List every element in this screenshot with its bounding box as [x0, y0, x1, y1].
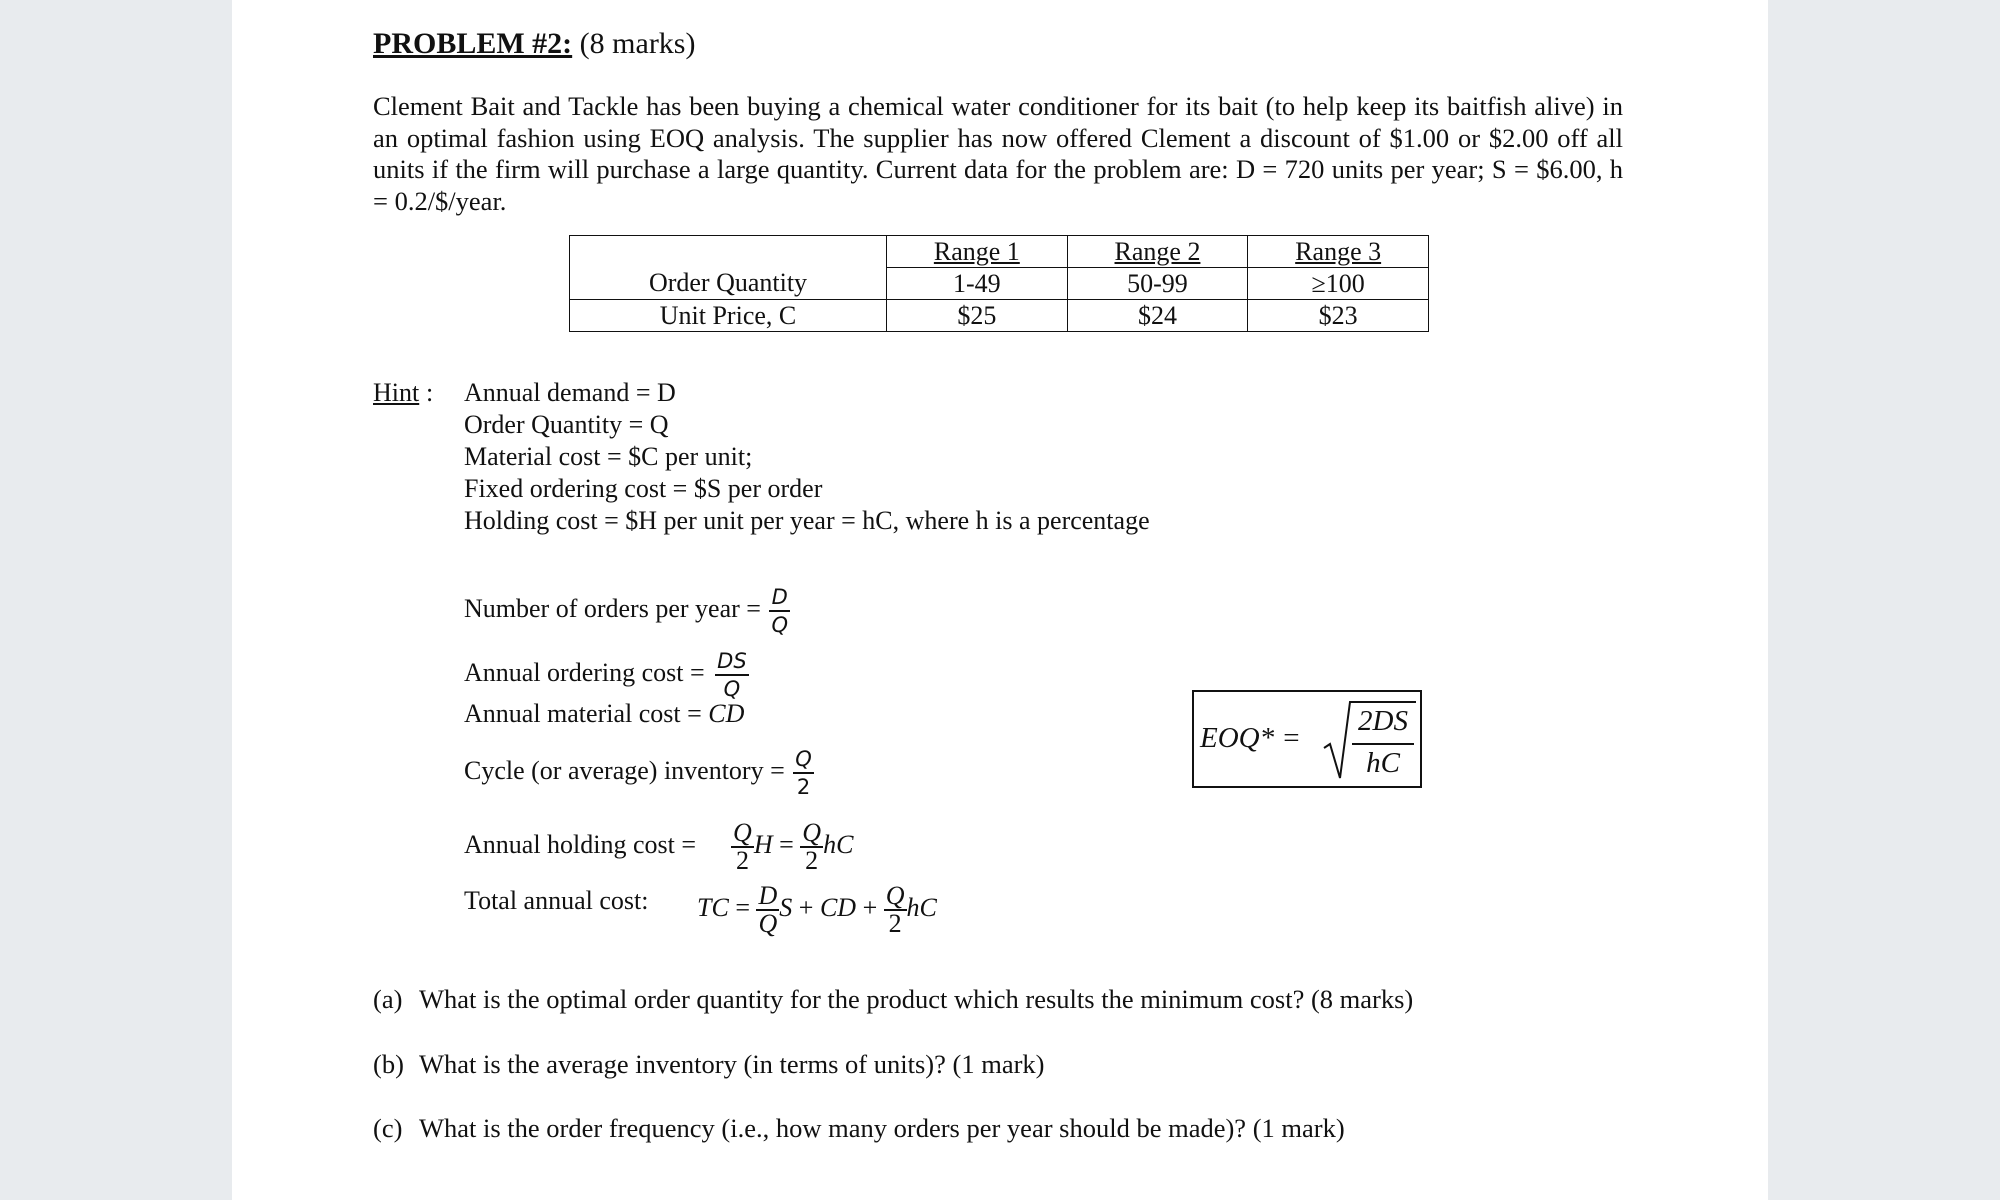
table-cell: ≥100: [1248, 268, 1429, 300]
hint-line: Material cost = $C per unit;: [464, 442, 753, 471]
total-plus-1: +: [798, 892, 814, 922]
fraction-numerator: Q: [733, 818, 752, 847]
question-label: (b): [373, 1049, 404, 1079]
holding-cost-label: Annual holding cost =: [464, 829, 697, 859]
total-equals: =: [735, 892, 750, 922]
ordering-cost-formula: [464, 648, 749, 702]
fraction-denominator: 2: [888, 909, 902, 938]
total-fraction-1: [756, 883, 779, 937]
fraction-numerator: D: [758, 881, 778, 910]
cycle-inventory-label: Cycle (or average) inventory =: [464, 755, 785, 785]
question-b: [373, 1049, 1044, 1079]
hint-colon: :: [426, 378, 434, 407]
material-cost-label: Annual material cost =: [464, 699, 709, 728]
material-cost-expr: CD: [708, 699, 745, 728]
orders-per-year-label: Number of orders per year =: [464, 593, 761, 623]
problem-title: [373, 26, 695, 62]
table-row: [570, 300, 1429, 332]
holding-equals: =: [779, 829, 794, 859]
fraction-numerator: Q: [793, 746, 814, 774]
table-cell: $24: [1067, 300, 1248, 332]
fraction-denominator: Q: [723, 677, 741, 701]
table-row: [570, 268, 1429, 300]
cycle-inventory-formula: [464, 746, 814, 800]
total-fraction-2: [884, 883, 907, 937]
fraction-denominator: Q: [758, 909, 778, 938]
question-label: (a): [373, 984, 403, 1014]
question-text: What is the order frequency (i.e., how many orders per year should be made)? (1 mark): [419, 1113, 1345, 1143]
holding-cost-formula: [464, 820, 853, 874]
table-cell: $25: [887, 300, 1068, 332]
eoq-numerator: 2DS: [1358, 705, 1408, 737]
ordering-cost-label: Annual ordering cost =: [464, 657, 705, 687]
hint-line: Fixed ordering cost = $S per order: [464, 474, 823, 503]
fraction-numerator: DS: [715, 648, 749, 676]
fraction-numerator: D: [769, 584, 790, 612]
table-header-row: [570, 236, 1429, 268]
total-plus-2: +: [862, 892, 878, 922]
total-hC: hC: [906, 892, 937, 922]
range-2-header: Range 2: [1067, 236, 1248, 268]
hint-label: Hint: [373, 378, 420, 407]
total-CD: CD: [819, 892, 857, 922]
question-label: (c): [373, 1113, 403, 1143]
range-1-header: Range 1: [887, 236, 1068, 268]
holding-H: H: [753, 829, 773, 859]
table-cell: 1-49: [887, 268, 1068, 300]
table-cell: 50-99: [1067, 268, 1248, 300]
unit-price-label: Unit Price, C: [570, 300, 887, 332]
fraction-denominator: 2: [805, 846, 819, 875]
fraction-numerator: Q: [885, 881, 905, 910]
fraction-numerator: Q: [802, 818, 822, 847]
order-quantity-label: Order Quantity: [570, 268, 887, 300]
question-a: [373, 984, 1413, 1014]
hint-line: Annual demand = D: [464, 378, 676, 407]
eoq-formula-box: [1192, 690, 1422, 788]
holding-hC: hC: [823, 829, 854, 859]
question-text: What is the optimal order quantity for the product which results the minimum cost? (8 marks): [419, 984, 1414, 1014]
range-3-header: Range 3: [1248, 236, 1429, 268]
fraction-denominator: 2: [735, 846, 749, 875]
hint-line: Holding cost = $H per unit per year = hC, where h is a percentage: [464, 506, 1150, 535]
total-S: S: [779, 892, 793, 922]
cycle-fraction: [793, 746, 814, 800]
price-break-table: [569, 235, 1429, 332]
total-cost-label: Total annual cost:: [464, 886, 649, 915]
problem-marks: (8 marks): [579, 27, 696, 60]
eoq-lhs: EOQ* =: [1200, 722, 1301, 754]
orders-fraction: [769, 584, 790, 638]
eoq-denominator: hC: [1366, 747, 1400, 779]
holding-fraction-2: [800, 820, 823, 874]
fraction-denominator: Q: [771, 613, 788, 637]
table-corner-cell: [570, 236, 887, 268]
table-cell: $23: [1248, 300, 1429, 332]
total-cost-formula: [697, 883, 937, 937]
holding-fraction-1: [731, 820, 754, 874]
material-cost-formula: [464, 699, 744, 729]
orders-per-year-formula: [464, 584, 790, 638]
hint-line: Order Quantity = Q: [464, 410, 669, 439]
question-c: [373, 1113, 1345, 1143]
question-text: What is the average inventory (in terms of units)? (1 mark): [419, 1049, 1045, 1079]
ordering-fraction: [715, 648, 749, 702]
total-TC: TC: [697, 892, 729, 922]
problem-heading: PROBLEM #2:: [373, 27, 573, 60]
fraction-denominator: 2: [796, 775, 811, 799]
problem-description: Clement Bait and Tackle has been buying a chemical water conditioner for its bait (to help keep its baitfish alive) in an optimal fashion using EOQ analysis. The supplier has now offered Clement a discount of $1.00 or $2.00 off all units if the firm will purchase a large quantity. Current data for the problem are: D = 720 units per year; S = $6.00, h = 0.2/$/year.: [373, 91, 1623, 216]
document-page: [232, 0, 1768, 1200]
